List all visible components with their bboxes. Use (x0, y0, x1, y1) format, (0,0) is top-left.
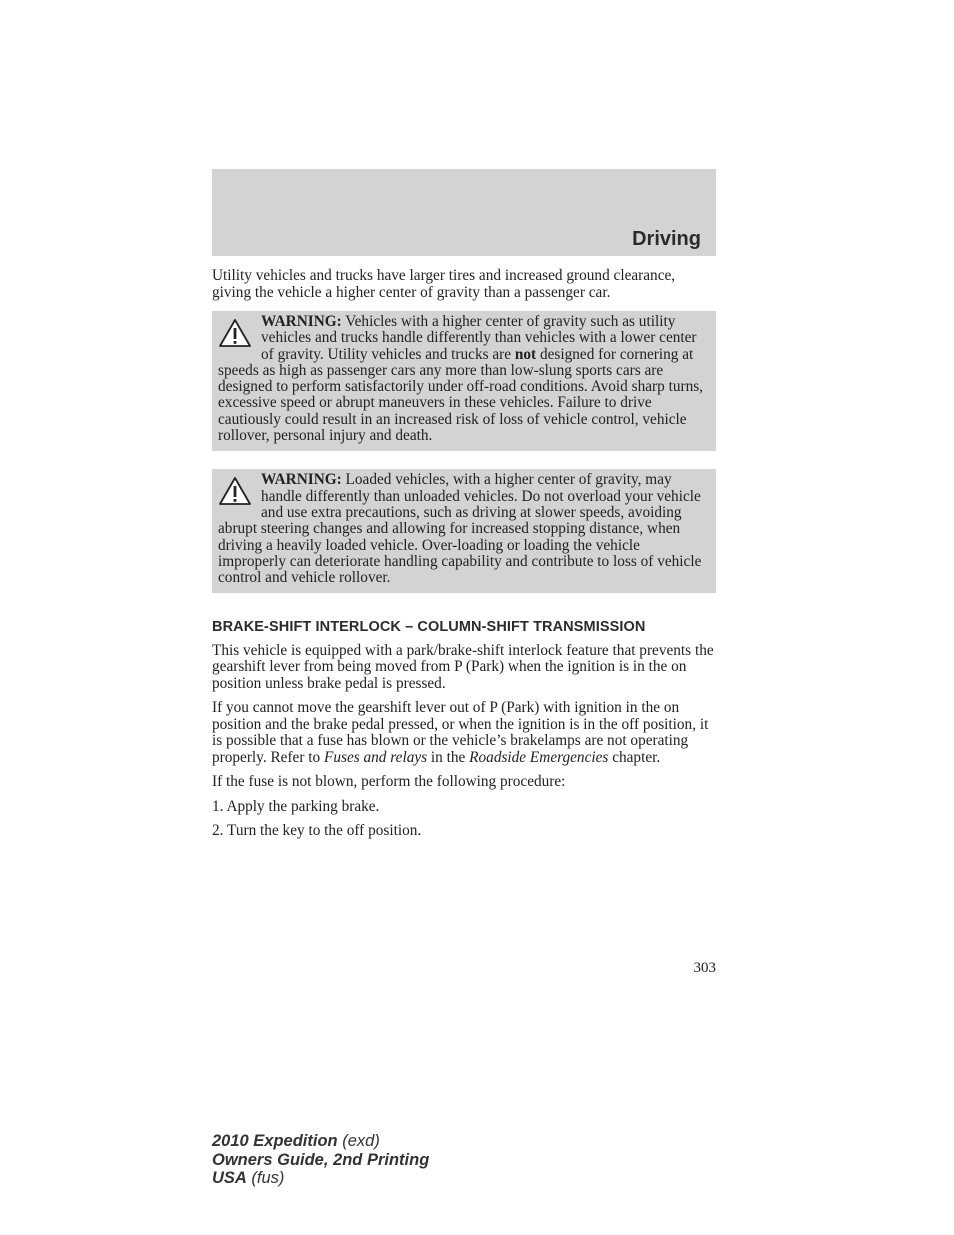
warning-text: Loaded vehicles, with a higher center of gravity, may handle differently than unloaded vehicles. Do not overload your vehicle and use extra precautions, such as driving at slower speeds, avoiding abrupt steering changes and allowing for increased stopping distance, when driving a heavily loaded vehicle. Over-loading or loading the vehicle improperly can deteriorate handling capability and contribute to loss of vehicle control and vehicle rollover. (218, 471, 702, 587)
page-content (212, 268, 716, 848)
warning-triangle-icon (218, 318, 252, 348)
warning-box-2 (212, 469, 716, 593)
footer-model-code: (exd) (337, 1132, 380, 1150)
procedure-step-2: 2. Turn the key to the off position. (212, 822, 422, 840)
section-paragraph-1: This vehicle is equipped with a park/brake-shift interlock feature that prevents the gearshift lever from being moved from P (Park) when the ignition is in the on position unless brake pedal is pressed. (212, 641, 714, 692)
cross-reference-chapter: Roadside Emergencies (469, 748, 609, 766)
footer-line-3 (212, 1169, 429, 1188)
section-paragraph-3: If the fuse is not blown, perform the following procedure: (212, 773, 566, 791)
footer-market: USA (212, 1169, 247, 1187)
warning-emphasis: not (514, 345, 537, 363)
warning-box-1 (212, 311, 716, 451)
page-number: 303 (693, 960, 716, 976)
footer-edition: Owners Guide, 2nd Printing (212, 1150, 430, 1169)
cross-reference-fuses: Fuses and relays (324, 748, 428, 766)
footer-line-1 (212, 1132, 429, 1151)
intro-paragraph: Utility vehicles and trucks have larger tires and increased ground clearance, giving the vehicle a higher center of gravity than a passenger car. (212, 267, 676, 301)
paragraph-text: in the (427, 748, 470, 766)
warning-text-continued: designed for cornering at speeds as high as passenger cars any more than low-slung sports cars are designed to perform satisfactorily under off-road conditions. Avoid sharp turns, excessive speed or abrupt maneuvers in these vehicles. Failure to drive cautiously could result in an increased risk of loss of vehicle control, vehicle rollover, personal injury and death. (218, 345, 704, 445)
section-heading: BRAKE-SHIFT INTERLOCK – COLUMN-SHIFT TRANSMISSION (212, 619, 646, 636)
procedure-step-1: 1. Apply the parking brake. (212, 797, 380, 815)
document-footer (212, 1132, 429, 1188)
footer-market-code: (fus) (246, 1169, 285, 1187)
section-paragraph-2 (212, 700, 716, 766)
warning-text: Vehicles with a higher center of gravity such as utility vehicles and trucks handle differently than vehicles with a lower center of gravity. Utility vehicles and trucks are (261, 313, 697, 363)
footer-line-2 (212, 1151, 429, 1170)
chapter-title: Driving (632, 228, 701, 250)
warning-label: WARNING: (261, 313, 342, 330)
warning-triangle-icon (218, 476, 252, 506)
warning-label: WARNING: (261, 471, 342, 489)
chapter-header (212, 169, 716, 256)
paragraph-text: chapter. (608, 748, 661, 766)
footer-model: 2010 Expedition (212, 1132, 338, 1150)
paragraph-text: If you cannot move the gearshift lever out of P (Park) with ignition in the on position and the brake pedal pressed, or when the ignition is in the off position, it is possible that a fuse has blown or the vehicle’s brakelamps are not operating properly. Refer to (212, 699, 709, 766)
